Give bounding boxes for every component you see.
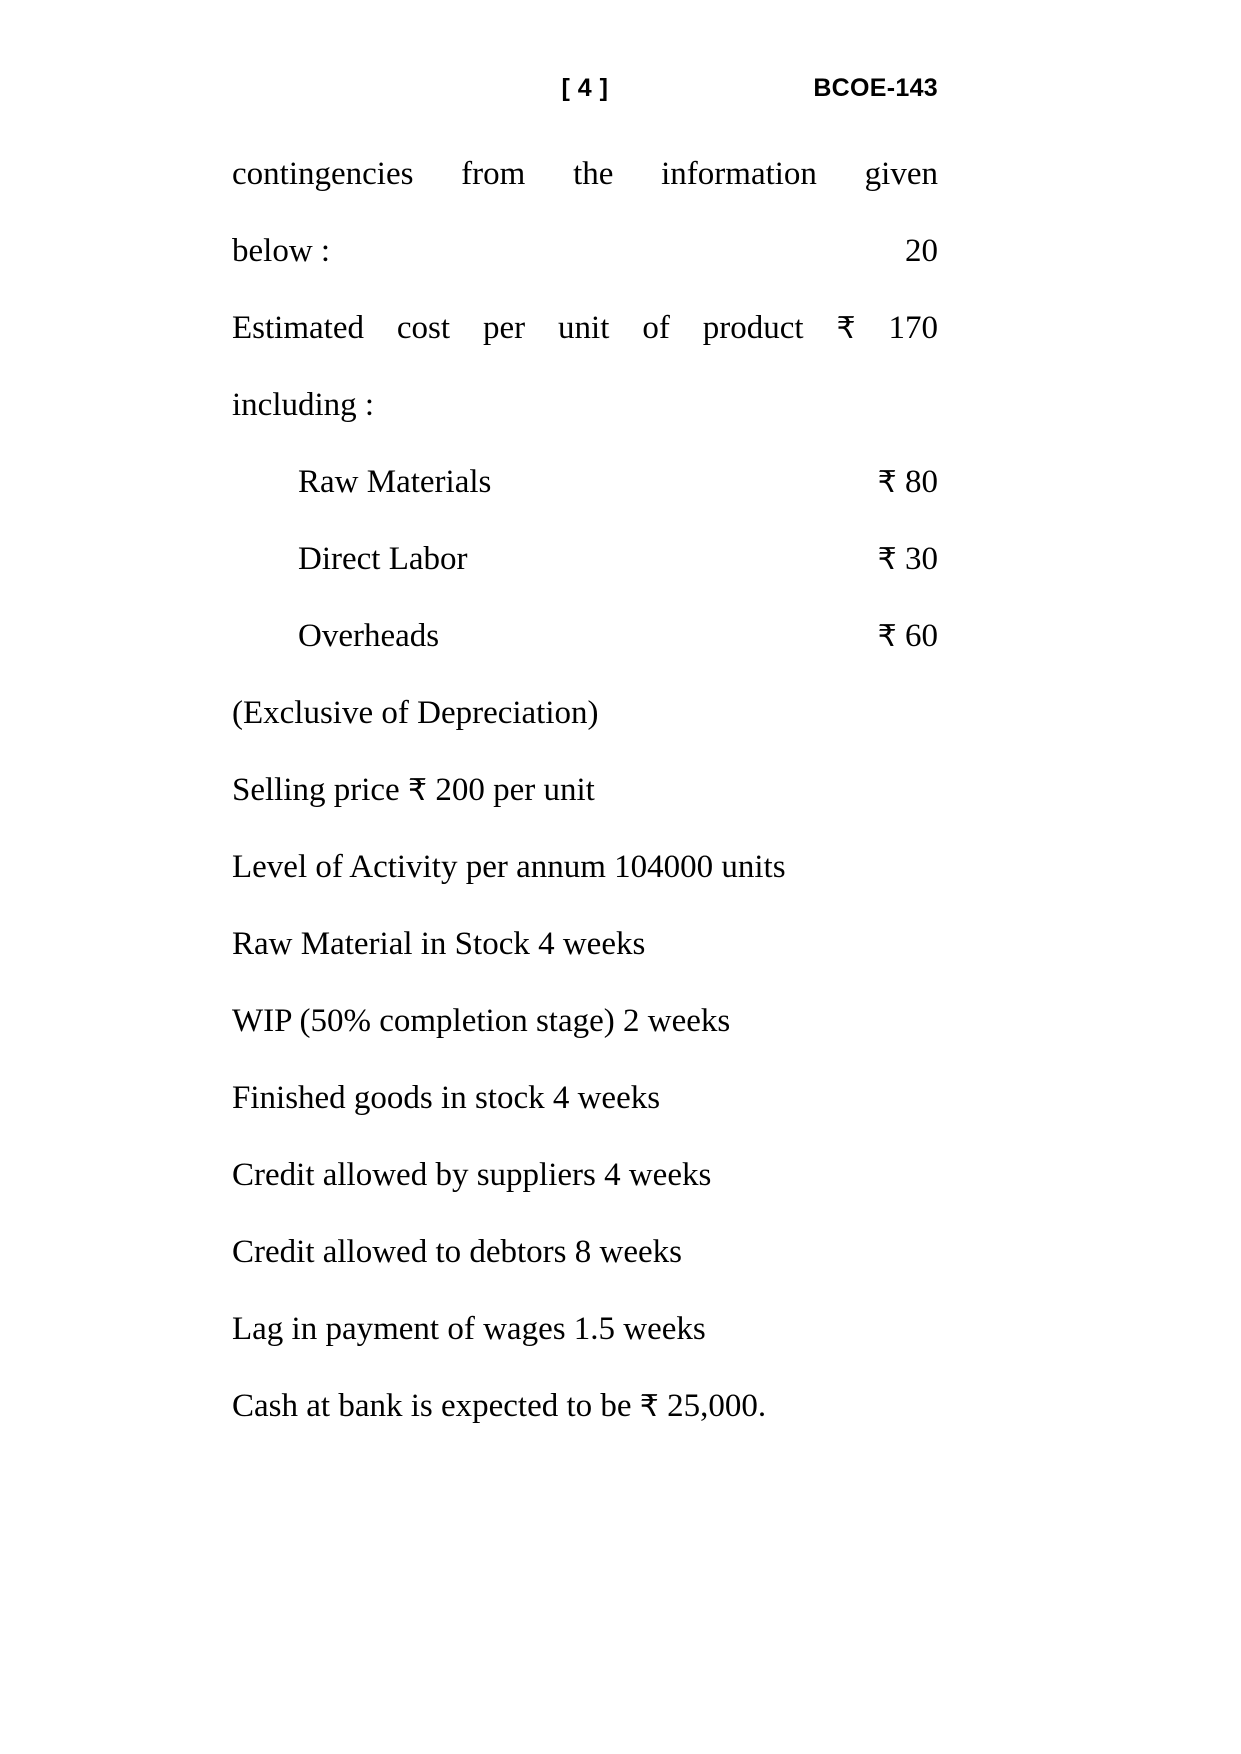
credit-to-debtors-line: Credit allowed to debtors 8 weeks [232,1234,682,1270]
level-of-activity-line: Level of Activity per annum 104000 units [232,849,786,885]
question-continuation [232,136,938,290]
cost-item-label: Overheads [298,618,440,654]
rupee-icon: ₹ [877,466,897,499]
raw-material-stock-line: Raw Material in Stock 4 weeks [232,926,646,962]
finished-goods-line: Finished goods in stock 4 weeks [232,1080,661,1116]
cash-at-bank-prefix: Cash at bank is expected to be [232,1388,632,1424]
cost-item-row [232,444,938,521]
page-number-marker: [ 4 ] [561,74,609,102]
cost-item-amount [878,444,938,521]
estimated-cost-line-1 [232,290,938,367]
course-code: BCOE-143 [813,74,938,102]
cost-item-amount [878,598,938,675]
exclusive-of-depreciation-note: (Exclusive of Depreciation) [232,695,599,731]
estimated-cost-line-2: including : [232,387,375,423]
rupee-icon: ₹ [877,543,897,576]
rupee-icon: ₹ [407,774,428,807]
cost-item-value: 60 [905,618,938,654]
cost-item-row [232,598,938,675]
rupee-icon: ₹ [639,1390,659,1423]
rupee-icon: ₹ [836,312,856,345]
page-content [232,136,938,1445]
estimated-cost-block [232,290,938,444]
cost-item-label: Raw Materials [298,464,492,500]
question-continuation-line-2: below : [232,233,331,269]
question-continuation-line-1: contingencies from the information given [232,156,938,192]
wip-line: WIP (50% completion stage) 2 weeks [232,1003,731,1039]
cost-item-value: 30 [905,541,938,577]
selling-price-value: 200 per unit [435,772,595,808]
rupee-icon: ₹ [877,620,897,653]
selling-price-prefix: Selling price [232,772,400,808]
selling-price-line [232,752,938,829]
cash-at-bank-value: 25,000. [667,1388,767,1424]
cost-item-label: Direct Labor [298,541,468,577]
page-header [232,74,938,114]
marks-value: 20 [905,233,938,269]
credit-by-suppliers-line: Credit allowed by suppliers 4 weeks [232,1157,712,1193]
cash-at-bank-line [232,1368,938,1445]
lag-in-wages-line: Lag in payment of wages 1.5 weeks [232,1311,706,1347]
estimated-cost-amount: 170 [888,310,939,346]
cost-item-amount [878,521,938,598]
estimated-cost-text: Estimated cost per unit of product [232,310,804,346]
cost-item-value: 80 [905,464,938,500]
cost-item-row [232,521,938,598]
